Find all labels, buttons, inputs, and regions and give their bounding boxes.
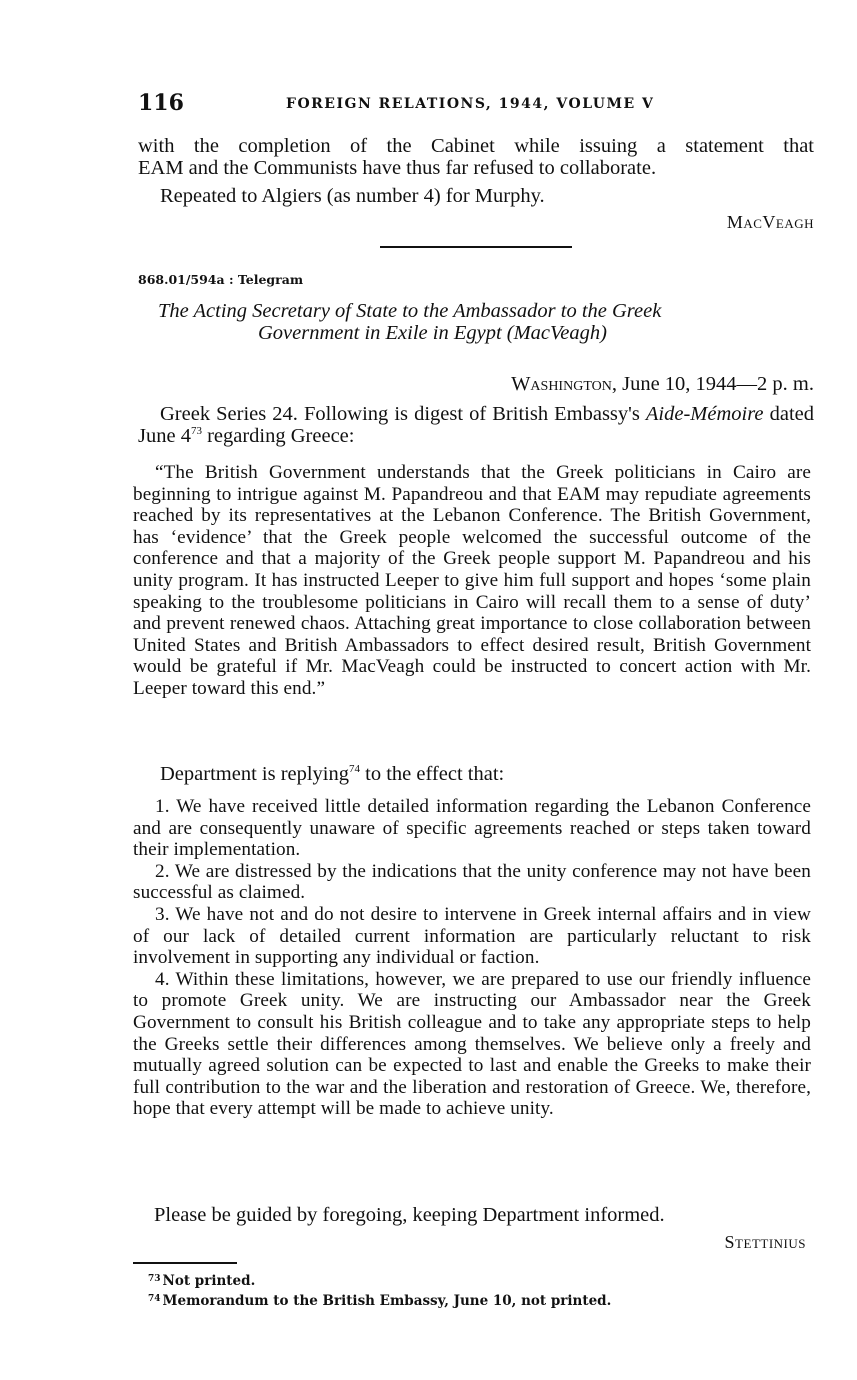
running-title: FOREIGN RELATIONS, 1944, VOLUME V xyxy=(286,96,655,112)
repeated-note: Repeated to Algiers (as number 4) for Murphy. xyxy=(160,185,545,207)
reply-point-2: 2. We are distressed by the indications that the unity conference may not have been successful as claimed. xyxy=(133,860,811,904)
footnote-text: Not printed. xyxy=(162,1273,256,1289)
closing-line: Please be guided by foregoing, keeping Department informed. xyxy=(154,1204,665,1226)
footnote-divider xyxy=(133,1262,237,1264)
page-header xyxy=(138,90,818,120)
dateline-place: Washington, xyxy=(511,373,617,395)
text-line: with the completion of the Cabinet while issuing a statement that xyxy=(138,135,814,157)
intro-text: Greek Series 24. Following is digest of British Embassy's xyxy=(160,403,646,425)
intro-text: regarding Greece: xyxy=(201,425,355,447)
quoted-aide-memoire: “The British Government understands that the Greek politicians in Cairo are beginning to intrigue against M. Papandreou and that EAM may repudiate agreements reached by its representatives at the Lebanon Conference. The British Government, has ‘evidence’ that the Greek people welcomed the successful outcome of the conference and that a majority of the Greek people support M. Papandreou and his unity program. It has instructed Leeper to give him full support and hopes ‘some plain speaking to the troublesome politicians in Cairo will recall them to a sense of duty’ and prevent renewed chaos. Attaching great importance to close collaboration between United States and British Ambassadors to effect desired result, British Government would be grateful if Mr. MacVeagh could be instructed to concert action with Mr. Leeper toward this end.” xyxy=(133,462,811,699)
footnotes xyxy=(148,1270,808,1310)
section-divider xyxy=(380,246,572,248)
dateline xyxy=(138,373,814,395)
footnote-74 xyxy=(148,1290,808,1310)
file-id: 868.01/594a : Telegram xyxy=(138,272,304,287)
footnote-mark: 74 xyxy=(148,1294,161,1304)
reply-intro xyxy=(138,763,814,785)
aide-memoire-term: Aide-Mémoire xyxy=(645,403,764,425)
intro-paragraph xyxy=(138,403,814,447)
footnote-73 xyxy=(148,1270,808,1290)
signature-stettinius: Stettinius xyxy=(724,1232,806,1252)
footnote-mark: 73 xyxy=(148,1274,161,1284)
footnote-ref-73: 73 xyxy=(190,425,202,437)
reply-point-4: 4. Within these limitations, however, we are prepared to use our friendly influence to promote Greek unity. We are instructing our Ambassador near the Greek Government to consult his British colleague and to take any appropriate steps to help the Greeks settle their differences among themselves. We believe only a freely and mutually agreed solution can be expected to last and enable the Greeks to make their full contribution to the war and the liberation and restoration of Greece. We, therefore, hope that every attempt will be made to achieve unity. xyxy=(133,968,811,1120)
reply-point-1: 1. We have received little detailed information regarding the Lebanon Conference and are consequently unaware of specific agreements reached or steps taken toward their implementation. xyxy=(133,796,811,861)
reply-text: to the effect that: xyxy=(360,763,505,785)
text-line: EAM and the Communists have thus far refused to collaborate. xyxy=(138,157,657,179)
title-line: The Acting Secretary of State to the Ambassador to the Greek xyxy=(158,300,662,322)
page-number: 116 xyxy=(138,90,184,116)
document-title xyxy=(158,300,818,344)
reply-point-3: 3. We have not and do not desire to intervene in Greek internal affairs and in view of our lack of detailed current information are particularly reluctant to risk involvement in supporting any individual or faction. xyxy=(133,903,811,969)
dateline-date: June 10, 1944—2 p. m. xyxy=(616,373,814,395)
title-line: Government in Exile in Egypt (MacVeagh) xyxy=(258,322,607,344)
reply-text: Department is replying xyxy=(160,763,350,785)
previous-document-end xyxy=(138,135,814,233)
intro-text: dated June 4 xyxy=(138,403,814,447)
footnote-ref-74: 74 xyxy=(349,763,361,775)
footnote-text: Memorandum to the British Embassy, June 10, not printed. xyxy=(162,1293,612,1309)
reply-points xyxy=(133,796,811,1120)
signature-macveagh: MacVeagh xyxy=(726,212,814,232)
